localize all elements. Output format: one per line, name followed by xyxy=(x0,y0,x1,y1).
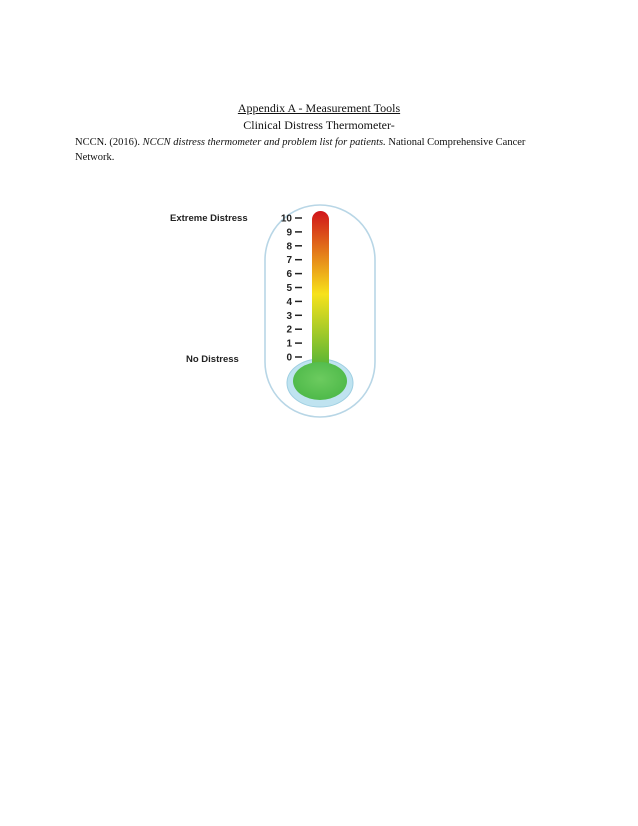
citation-authors-year: NCCN. (2016). xyxy=(75,137,143,148)
scale-label-9: 9 xyxy=(286,227,292,239)
scale-label-7: 7 xyxy=(286,255,292,267)
scale-label-6: 6 xyxy=(286,269,292,281)
distress-thermometer-figure xyxy=(165,200,385,420)
scale-label-3: 3 xyxy=(286,310,292,322)
extreme-distress-label: Extreme Distress xyxy=(170,213,248,224)
scale-label-5: 5 xyxy=(286,283,292,294)
no-distress-label: No Distress xyxy=(186,354,239,365)
tool-title: Clinical Distress Thermometer- xyxy=(243,118,395,132)
scale-label-2: 2 xyxy=(286,324,292,336)
thermometer-graphic xyxy=(165,200,385,420)
citation-title: NCCN distress thermometer and problem list for patients. xyxy=(142,137,386,148)
scale-label-0: 0 xyxy=(286,352,292,364)
scale-label-10: 10 xyxy=(280,213,292,225)
scale-label-4: 4 xyxy=(286,296,292,308)
scale-label-1: 1 xyxy=(286,338,292,350)
thermometer-bulb xyxy=(293,362,347,400)
citation xyxy=(75,135,545,165)
scale-label-8: 8 xyxy=(286,241,292,253)
thermometer-tube xyxy=(312,211,329,377)
citation-publisher: National Comprehensive Cancer Network. xyxy=(75,137,526,163)
appendix-title: Appendix A - Measurement Tools xyxy=(237,101,401,115)
